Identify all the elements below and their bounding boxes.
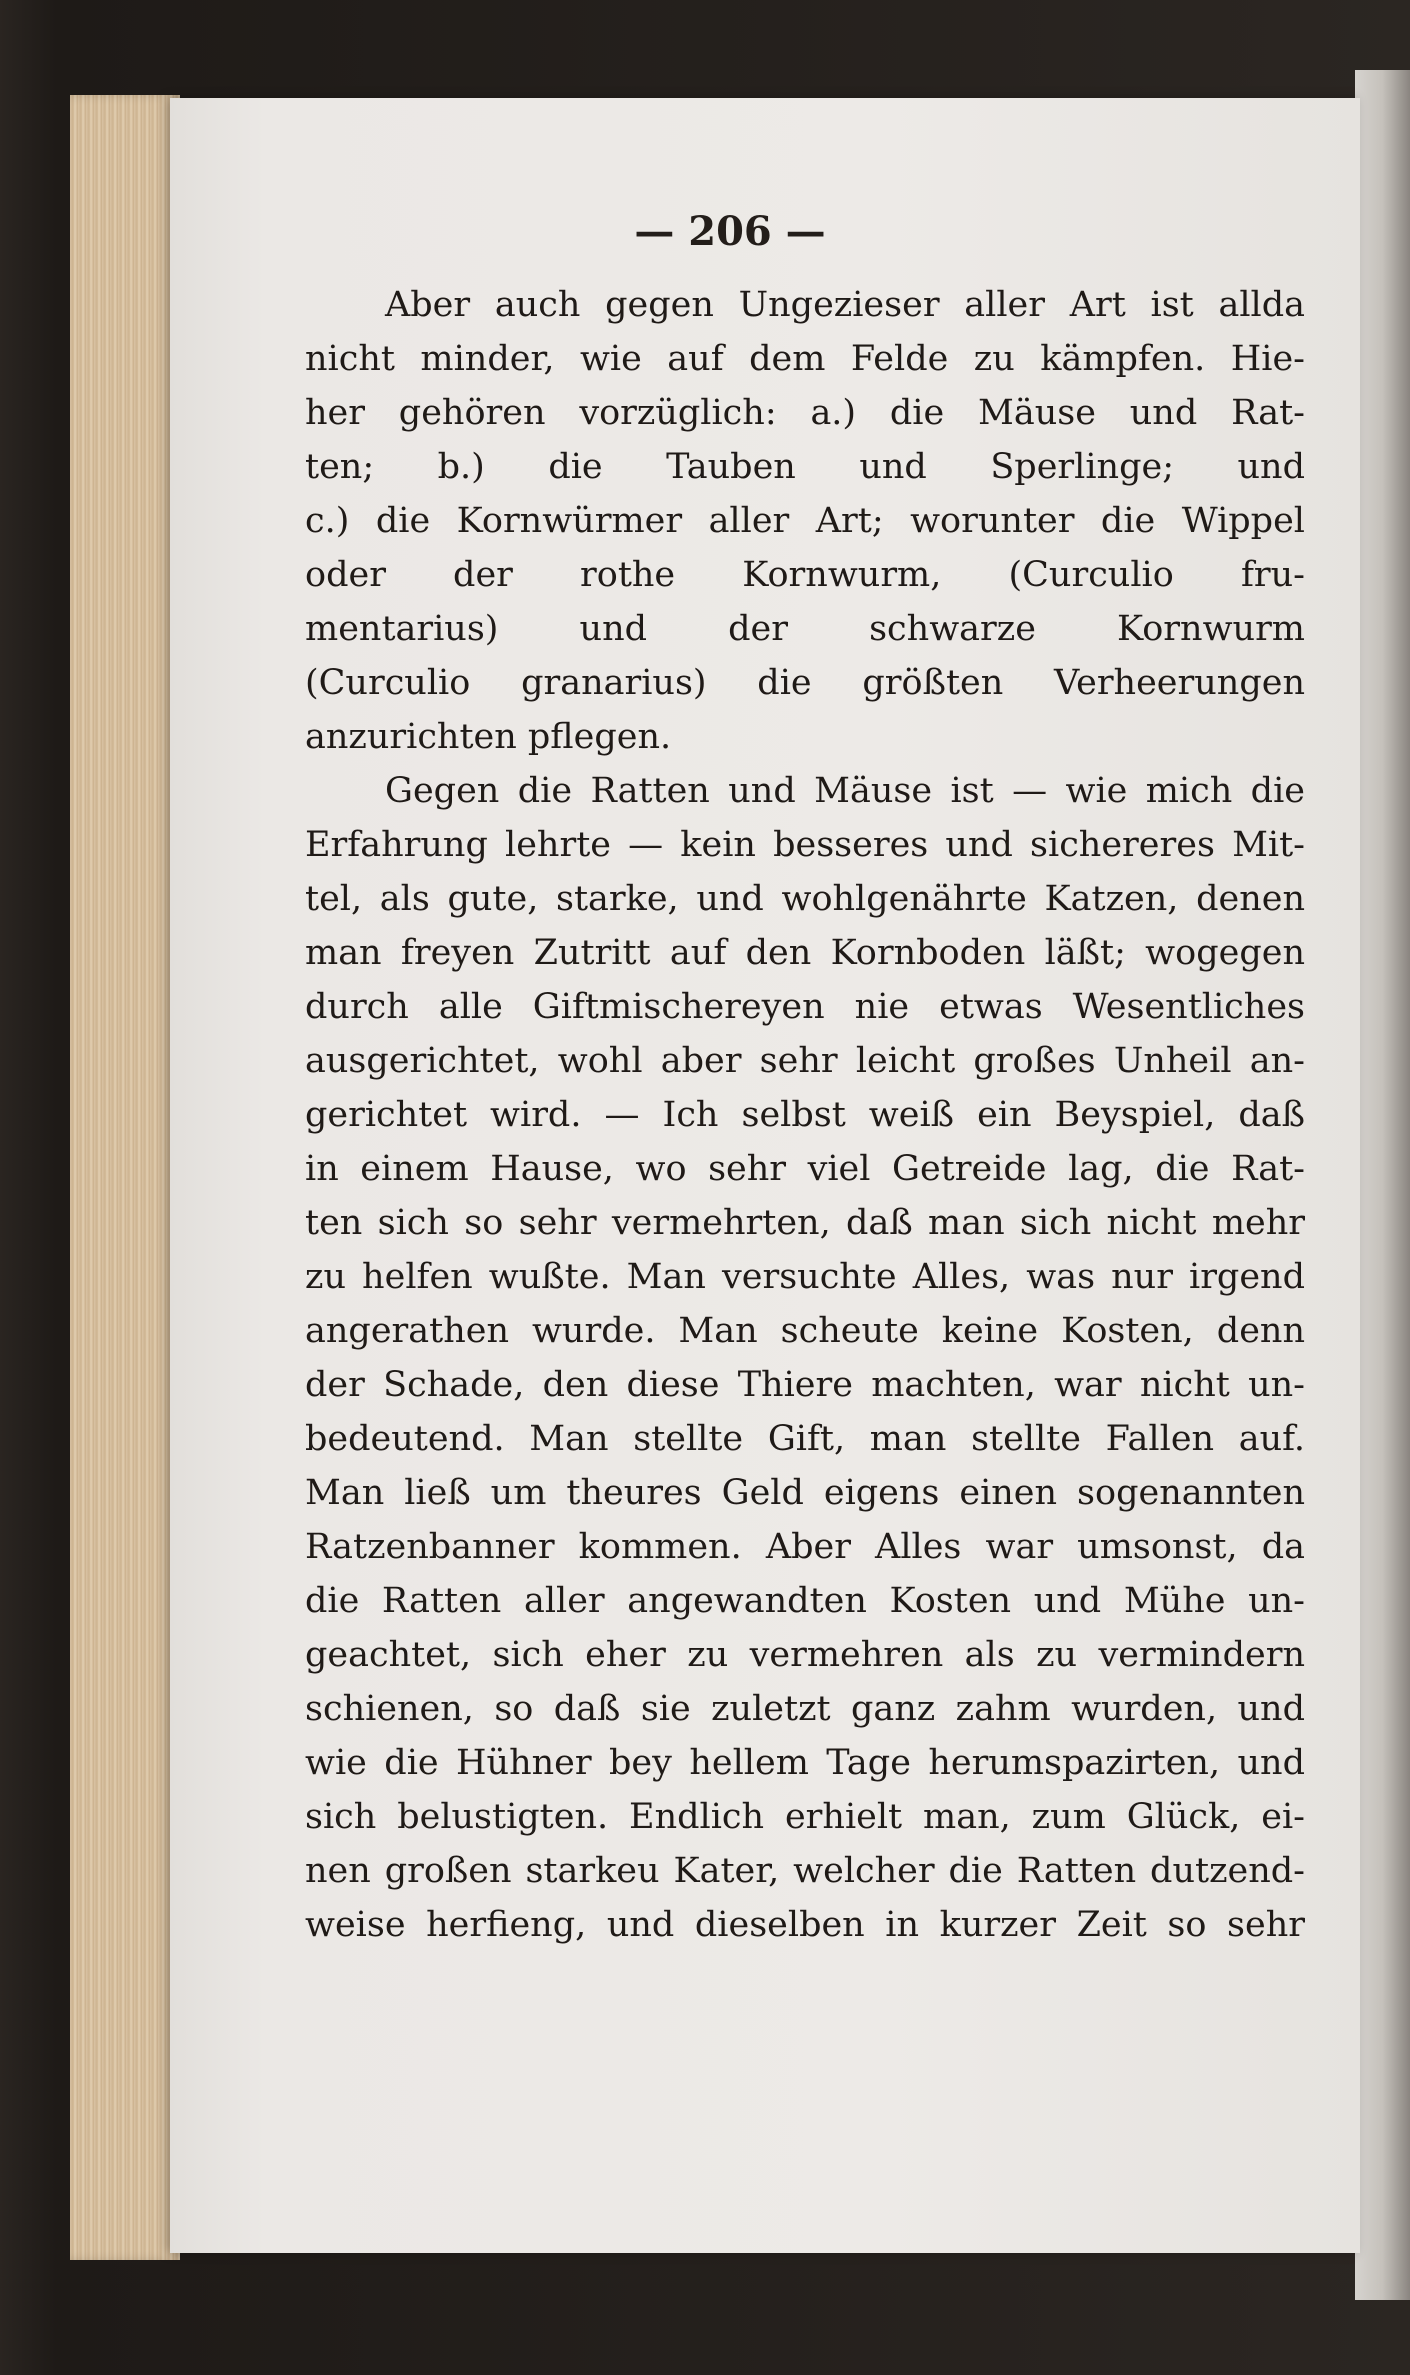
text-line: wie die Hühner bey hellem Tage herumspazirten, und: [305, 1743, 1305, 1783]
page-stack-right: [1355, 70, 1410, 2300]
text-line: (Curculio granarius) die größten Verheerungen: [305, 663, 1305, 703]
text-line: der Schade, den diese Thiere machten, war nicht un-: [305, 1365, 1305, 1405]
book-page: [170, 98, 1360, 2253]
text-line: tel, als gute, starke, und wohlgenährte Katzen, denen: [305, 879, 1305, 919]
text-line: geachtet, sich eher zu vermehren als zu vermindern: [305, 1635, 1305, 1675]
text-line: Man ließ um theures Geld eigens einen sogenannten: [305, 1473, 1305, 1513]
text-line: weise herfieng, und dieselben in kurzer Zeit so sehr: [305, 1905, 1305, 1945]
text-line: in einem Hause, wo sehr viel Getreide lag, die Rat-: [305, 1149, 1305, 1189]
page-number-header: — 206 —: [634, 208, 826, 255]
text-line: ausgerichtet, wohl aber sehr leicht großes Unheil an-: [305, 1041, 1305, 1081]
text-line: Erfahrung lehrte — kein besseres und sichereres Mit-: [305, 825, 1305, 865]
text-line: Ratzenbanner kommen. Aber Alles war umsonst, da: [305, 1527, 1305, 1567]
text-line: schienen, so daß sie zuletzt ganz zahm wurden, und: [305, 1689, 1305, 1729]
text-line: oder der rothe Kornwurm, (Curculio fru-: [305, 555, 1305, 595]
text-line: mentarius) und der schwarze Kornwurm: [305, 609, 1305, 649]
paragraph-2: [305, 764, 1305, 1952]
text-line: her gehören vorzüglich: a.) die Mäuse und Rat-: [305, 393, 1305, 433]
text-line: zu helfen wußte. Man versuchte Alles, was nur irgend: [305, 1257, 1305, 1297]
paragraph-1: [305, 278, 1305, 764]
text-line: sich belustigten. Endlich erhielt man, zum Glück, ei-: [305, 1797, 1305, 1837]
text-line: bedeutend. Man stellte Gift, man stellte Fallen auf.: [305, 1419, 1305, 1459]
text-line: ten; b.) die Tauben und Sperlinge; und: [305, 447, 1305, 487]
body-text: [305, 278, 1305, 1952]
text-line: angerathen wurde. Man scheute keine Kosten, denn: [305, 1311, 1305, 1351]
text-line: nicht minder, wie auf dem Felde zu kämpfen. Hie-: [305, 339, 1305, 379]
text-line: ten sich so sehr vermehrten, daß man sich nicht mehr: [305, 1203, 1305, 1243]
text-line: Aber auch gegen Ungezieser aller Art ist allda: [385, 285, 1305, 325]
text-line: man freyen Zutritt auf den Kornboden läßt; wogegen: [305, 933, 1305, 973]
text-line: die Ratten aller angewandten Kosten und Mühe un-: [305, 1581, 1305, 1621]
text-line: c.) die Kornwürmer aller Art; worunter die Wippel: [305, 501, 1305, 541]
text-line: gerichtet wird. — Ich selbst weiß ein Beyspiel, daß: [305, 1095, 1305, 1135]
text-line: nen großen starkeu Kater, welcher die Ratten dutzend-: [305, 1851, 1305, 1891]
text-line: anzurichten pflegen.: [305, 717, 672, 757]
page-stack-left: [70, 95, 180, 2260]
text-line: durch alle Giftmischereyen nie etwas Wesentliches: [305, 987, 1305, 1027]
text-line: Gegen die Ratten und Mäuse ist — wie mich die: [385, 771, 1305, 811]
